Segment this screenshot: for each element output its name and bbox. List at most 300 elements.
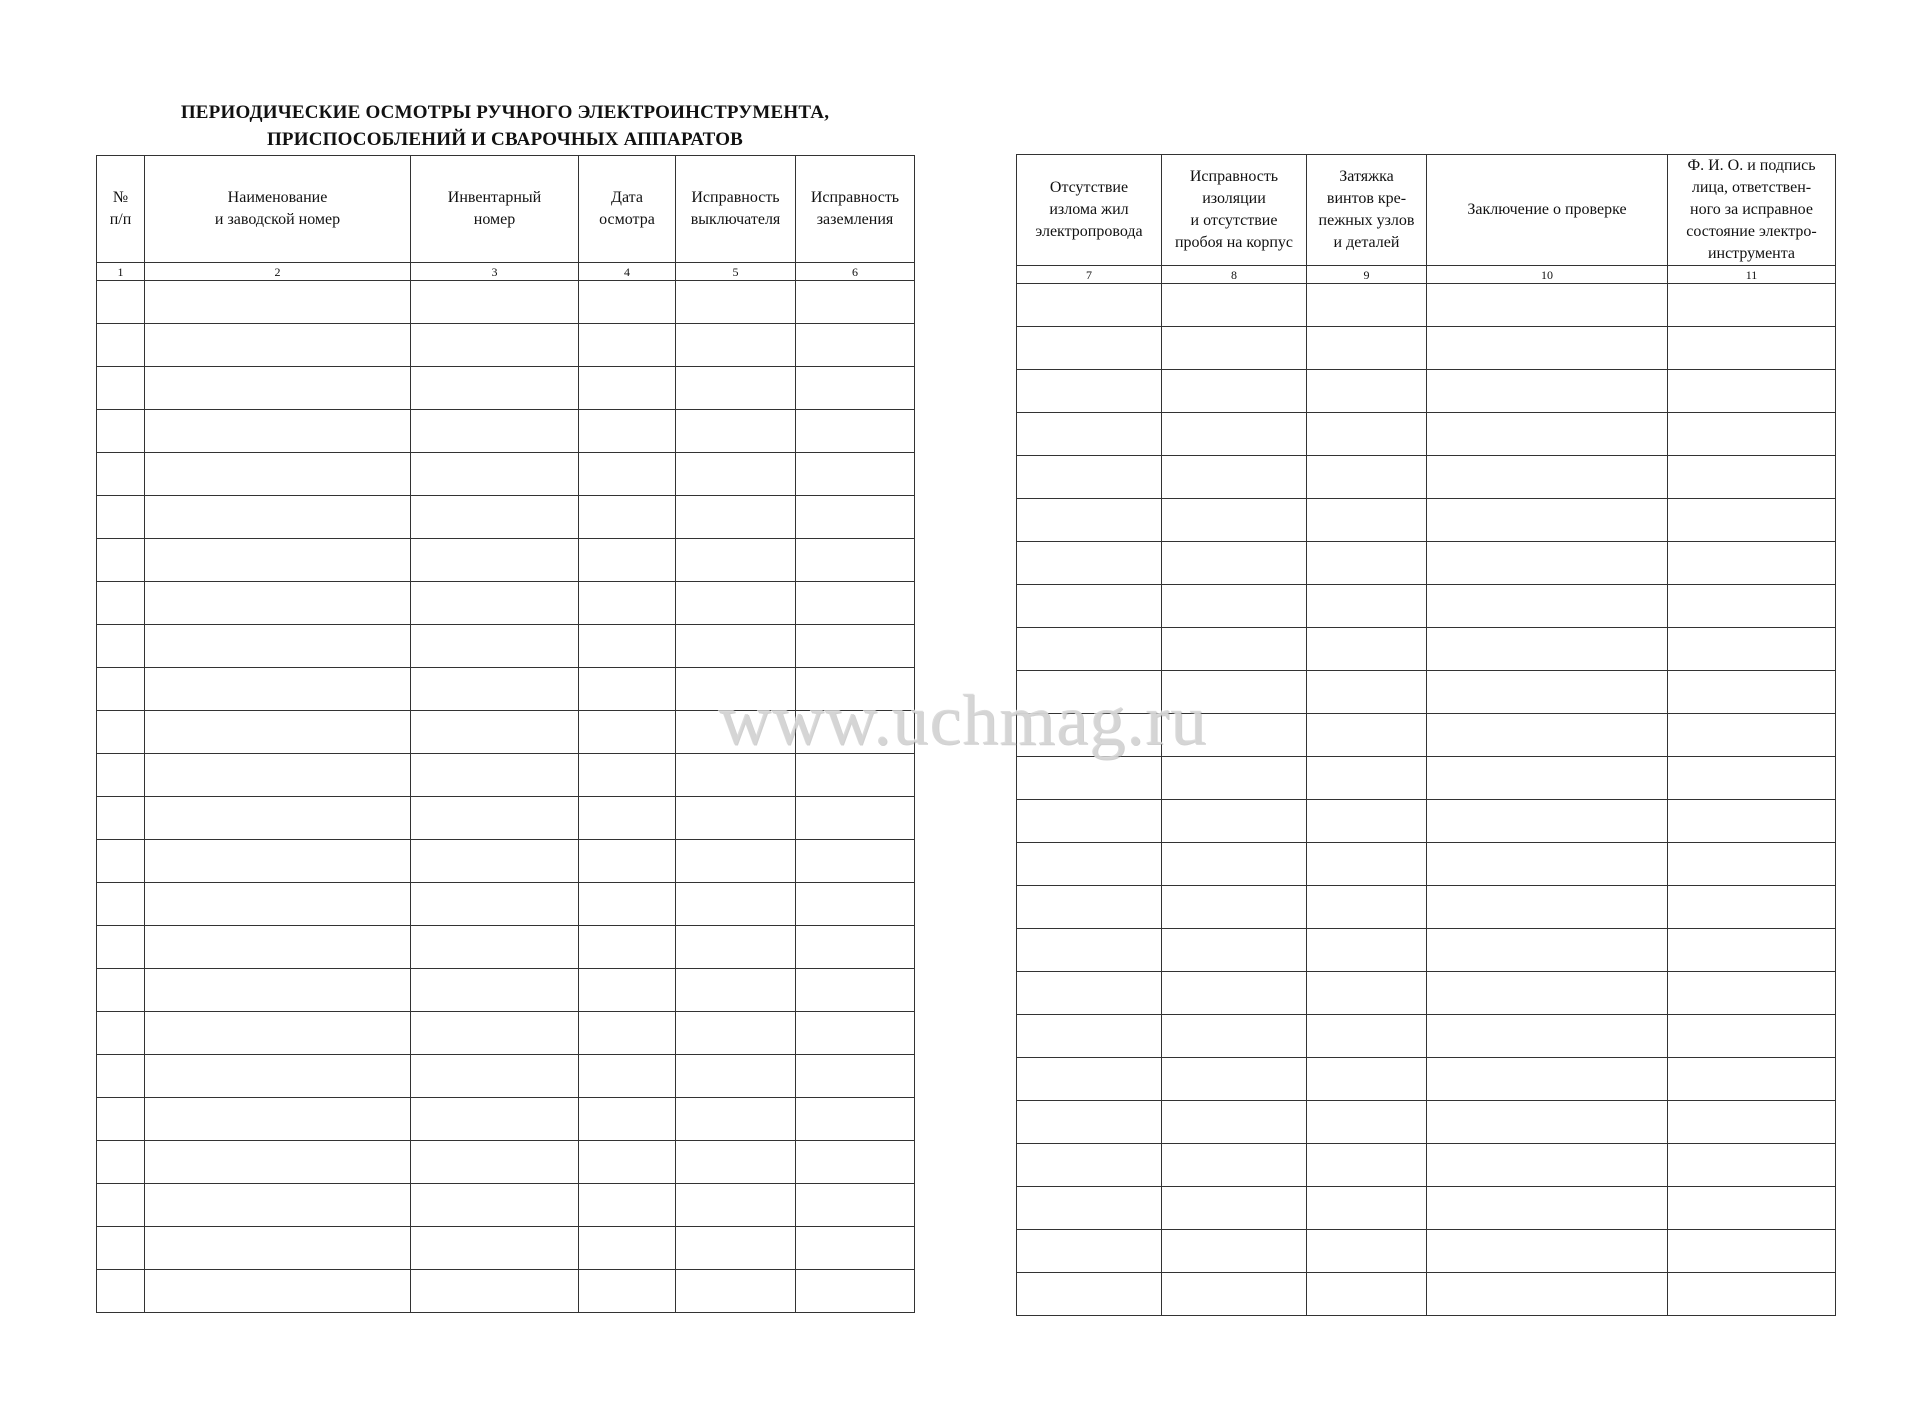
column-number: 2 bbox=[145, 263, 411, 281]
empty-cell bbox=[579, 1184, 676, 1227]
table-row bbox=[1017, 284, 1836, 327]
empty-cell bbox=[1017, 1144, 1162, 1187]
empty-cell bbox=[1162, 929, 1307, 972]
empty-cell bbox=[1307, 284, 1427, 327]
empty-cell bbox=[97, 453, 145, 496]
title-line-2: ПРИСПОСОБЛЕНИЙ И СВАРОЧНЫХ АППАРАТОВ bbox=[266, 129, 744, 150]
empty-cell bbox=[1427, 1101, 1668, 1144]
empty-cell bbox=[1668, 671, 1836, 714]
left-table-column-number-row bbox=[97, 263, 915, 281]
empty-cell bbox=[97, 1270, 145, 1313]
empty-cell bbox=[97, 797, 145, 840]
header-text-line: Затяжка bbox=[1339, 168, 1394, 185]
empty-cell bbox=[1307, 413, 1427, 456]
empty-cell bbox=[796, 1055, 915, 1098]
empty-cell bbox=[1427, 1187, 1668, 1230]
empty-cell bbox=[1162, 1230, 1307, 1273]
empty-cell bbox=[1162, 972, 1307, 1015]
empty-cell bbox=[411, 1270, 579, 1313]
empty-cell bbox=[676, 668, 796, 711]
table-row bbox=[1017, 1101, 1836, 1144]
empty-cell bbox=[97, 496, 145, 539]
header-text-line: ного за исправное bbox=[1690, 201, 1813, 218]
empty-cell bbox=[145, 453, 411, 496]
header-text-line: пробоя на корпус bbox=[1174, 234, 1294, 251]
empty-cell bbox=[97, 582, 145, 625]
empty-cell bbox=[1162, 499, 1307, 542]
empty-cell bbox=[97, 1184, 145, 1227]
empty-cell bbox=[1427, 886, 1668, 929]
empty-cell bbox=[676, 453, 796, 496]
empty-cell bbox=[145, 926, 411, 969]
empty-cell bbox=[1668, 1101, 1836, 1144]
empty-cell bbox=[97, 1141, 145, 1184]
empty-cell bbox=[796, 539, 915, 582]
empty-cell bbox=[676, 1012, 796, 1055]
column-number: 9 bbox=[1307, 266, 1427, 284]
empty-cell bbox=[676, 367, 796, 410]
table-row bbox=[97, 1012, 915, 1055]
table-row bbox=[1017, 1187, 1836, 1230]
empty-cell bbox=[1017, 1273, 1162, 1316]
empty-cell bbox=[796, 367, 915, 410]
empty-cell bbox=[1017, 714, 1162, 757]
header-text-line: и отсутствие bbox=[1190, 212, 1278, 229]
empty-cell bbox=[1307, 1015, 1427, 1058]
empty-cell bbox=[1427, 757, 1668, 800]
empty-cell bbox=[1162, 671, 1307, 714]
empty-cell bbox=[579, 539, 676, 582]
empty-cell bbox=[1668, 1144, 1836, 1187]
empty-cell bbox=[97, 281, 145, 324]
column-number: 6 bbox=[796, 263, 915, 281]
column-number: 3 bbox=[411, 263, 579, 281]
empty-cell bbox=[796, 281, 915, 324]
empty-cell bbox=[676, 539, 796, 582]
column-number: 1 bbox=[97, 263, 145, 281]
empty-cell bbox=[145, 625, 411, 668]
empty-cell bbox=[97, 1227, 145, 1270]
empty-cell bbox=[1017, 929, 1162, 972]
table-row bbox=[1017, 757, 1836, 800]
empty-cell bbox=[1668, 284, 1836, 327]
empty-cell bbox=[97, 1098, 145, 1141]
empty-cell bbox=[1307, 585, 1427, 628]
empty-cell bbox=[1668, 499, 1836, 542]
table-row bbox=[1017, 886, 1836, 929]
empty-cell bbox=[1162, 370, 1307, 413]
empty-cell bbox=[1162, 1015, 1307, 1058]
empty-cell bbox=[1668, 972, 1836, 1015]
header-text-line: Отсутствие bbox=[1049, 179, 1129, 196]
empty-cell bbox=[97, 883, 145, 926]
empty-cell bbox=[1427, 1058, 1668, 1101]
empty-cell bbox=[676, 324, 796, 367]
empty-cell bbox=[796, 1012, 915, 1055]
empty-cell bbox=[145, 324, 411, 367]
table-row bbox=[97, 883, 915, 926]
empty-cell bbox=[411, 582, 579, 625]
empty-cell bbox=[411, 539, 579, 582]
empty-cell bbox=[1427, 370, 1668, 413]
table-row bbox=[1017, 499, 1836, 542]
empty-cell bbox=[145, 582, 411, 625]
empty-cell bbox=[1307, 671, 1427, 714]
empty-cell bbox=[1668, 1015, 1836, 1058]
empty-cell bbox=[1668, 1273, 1836, 1316]
header-text-line: Исправность bbox=[691, 189, 780, 206]
table-row bbox=[97, 453, 915, 496]
empty-cell bbox=[411, 496, 579, 539]
empty-cell bbox=[411, 281, 579, 324]
empty-cell bbox=[1307, 757, 1427, 800]
empty-cell bbox=[1017, 1015, 1162, 1058]
empty-cell bbox=[145, 367, 411, 410]
table-row bbox=[1017, 929, 1836, 972]
empty-cell bbox=[676, 883, 796, 926]
header-text-line: и заводской номер bbox=[214, 211, 341, 228]
empty-cell bbox=[676, 797, 796, 840]
empty-cell bbox=[1017, 628, 1162, 671]
empty-cell bbox=[1017, 284, 1162, 327]
empty-cell bbox=[579, 281, 676, 324]
empty-cell bbox=[145, 1184, 411, 1227]
empty-cell bbox=[1307, 1058, 1427, 1101]
table-row bbox=[1017, 1144, 1836, 1187]
header-text-line: Ф. И. О. и подпись bbox=[1687, 157, 1816, 174]
table-row bbox=[97, 1270, 915, 1313]
empty-cell bbox=[145, 1055, 411, 1098]
empty-cell bbox=[1427, 671, 1668, 714]
empty-cell bbox=[676, 625, 796, 668]
empty-cell bbox=[1017, 370, 1162, 413]
header-text-line: заземления bbox=[816, 211, 894, 228]
table-row bbox=[97, 926, 915, 969]
empty-cell bbox=[411, 926, 579, 969]
empty-cell bbox=[1427, 585, 1668, 628]
empty-cell bbox=[145, 1012, 411, 1055]
empty-cell bbox=[97, 625, 145, 668]
table-row bbox=[97, 281, 915, 324]
empty-cell bbox=[411, 1012, 579, 1055]
header-text-line: состояние электро- bbox=[1686, 223, 1817, 240]
table-row bbox=[1017, 1230, 1836, 1273]
column-number: 8 bbox=[1162, 266, 1307, 284]
table-row bbox=[1017, 1273, 1836, 1316]
table-row bbox=[97, 324, 915, 367]
table-row bbox=[1017, 585, 1836, 628]
header-text-line: Исправность bbox=[1189, 168, 1279, 185]
empty-cell bbox=[579, 754, 676, 797]
left-table-header-cell-6 bbox=[796, 156, 915, 263]
empty-cell bbox=[579, 840, 676, 883]
empty-cell bbox=[676, 754, 796, 797]
empty-cell bbox=[1668, 370, 1836, 413]
empty-cell bbox=[1307, 499, 1427, 542]
empty-cell bbox=[411, 367, 579, 410]
header-text-line: Исправность bbox=[810, 189, 900, 206]
empty-cell bbox=[796, 668, 915, 711]
empty-cell bbox=[411, 1184, 579, 1227]
empty-cell bbox=[1427, 800, 1668, 843]
empty-cell bbox=[1017, 456, 1162, 499]
empty-cell bbox=[1668, 929, 1836, 972]
empty-cell bbox=[97, 539, 145, 582]
empty-cell bbox=[145, 539, 411, 582]
empty-cell bbox=[1162, 1101, 1307, 1144]
empty-cell bbox=[145, 668, 411, 711]
empty-cell bbox=[1668, 1187, 1836, 1230]
empty-cell bbox=[411, 1055, 579, 1098]
empty-cell bbox=[97, 324, 145, 367]
left-table-header-cell-3 bbox=[411, 156, 579, 263]
empty-cell bbox=[1668, 757, 1836, 800]
table-row bbox=[97, 668, 915, 711]
header-text-line: п/п bbox=[109, 211, 132, 228]
empty-cell bbox=[1427, 1230, 1668, 1273]
empty-cell bbox=[579, 625, 676, 668]
empty-cell bbox=[97, 1012, 145, 1055]
empty-cell bbox=[1162, 327, 1307, 370]
header-text-line: выключателя bbox=[690, 211, 781, 228]
empty-cell bbox=[1668, 1058, 1836, 1101]
empty-cell bbox=[796, 1098, 915, 1141]
empty-cell bbox=[796, 625, 915, 668]
empty-cell bbox=[1427, 1015, 1668, 1058]
empty-cell bbox=[579, 1227, 676, 1270]
empty-cell bbox=[411, 754, 579, 797]
empty-cell bbox=[1162, 1058, 1307, 1101]
empty-cell bbox=[1307, 456, 1427, 499]
empty-cell bbox=[1668, 542, 1836, 585]
empty-cell bbox=[411, 797, 579, 840]
header-text-line: и деталей bbox=[1333, 234, 1400, 251]
table-row bbox=[97, 797, 915, 840]
table-row bbox=[1017, 800, 1836, 843]
empty-cell bbox=[796, 926, 915, 969]
empty-cell bbox=[145, 883, 411, 926]
empty-cell bbox=[1017, 413, 1162, 456]
empty-cell bbox=[1427, 456, 1668, 499]
empty-cell bbox=[1017, 542, 1162, 585]
empty-cell bbox=[579, 582, 676, 625]
left-table-header-row bbox=[97, 156, 915, 263]
empty-cell bbox=[411, 668, 579, 711]
empty-cell bbox=[411, 711, 579, 754]
empty-cell bbox=[1427, 843, 1668, 886]
header-text-line: пежных узлов bbox=[1318, 212, 1415, 229]
empty-cell bbox=[145, 840, 411, 883]
table-row bbox=[1017, 1058, 1836, 1101]
empty-cell bbox=[796, 1184, 915, 1227]
empty-cell bbox=[796, 1227, 915, 1270]
empty-cell bbox=[579, 453, 676, 496]
empty-cell bbox=[1162, 843, 1307, 886]
empty-cell bbox=[1017, 972, 1162, 1015]
table-row bbox=[1017, 370, 1836, 413]
right-table-header-row bbox=[1017, 155, 1836, 266]
table-row bbox=[97, 754, 915, 797]
empty-cell bbox=[1668, 327, 1836, 370]
empty-cell bbox=[411, 410, 579, 453]
empty-cell bbox=[1427, 1273, 1668, 1316]
empty-cell bbox=[796, 324, 915, 367]
empty-cell bbox=[676, 840, 796, 883]
table-row bbox=[1017, 542, 1836, 585]
empty-cell bbox=[411, 324, 579, 367]
table-row bbox=[97, 496, 915, 539]
empty-cell bbox=[1307, 1187, 1427, 1230]
header-text-line: осмотра bbox=[599, 211, 655, 228]
empty-cell bbox=[1017, 800, 1162, 843]
inspection-table-left bbox=[96, 155, 915, 1313]
table-row bbox=[97, 539, 915, 582]
table-row bbox=[1017, 1015, 1836, 1058]
empty-cell bbox=[579, 1270, 676, 1313]
table-row bbox=[1017, 628, 1836, 671]
table-row bbox=[97, 1227, 915, 1270]
empty-cell bbox=[145, 969, 411, 1012]
empty-cell bbox=[1668, 886, 1836, 929]
table-row bbox=[1017, 972, 1836, 1015]
empty-cell bbox=[676, 969, 796, 1012]
empty-cell bbox=[1307, 1144, 1427, 1187]
empty-cell bbox=[676, 1141, 796, 1184]
empty-cell bbox=[1427, 542, 1668, 585]
table-row bbox=[1017, 327, 1836, 370]
empty-cell bbox=[97, 668, 145, 711]
empty-cell bbox=[579, 410, 676, 453]
table-row bbox=[97, 969, 915, 1012]
empty-cell bbox=[1427, 972, 1668, 1015]
empty-cell bbox=[1017, 757, 1162, 800]
empty-cell bbox=[579, 496, 676, 539]
left-table-header-cell-1 bbox=[97, 156, 145, 263]
empty-cell bbox=[1668, 456, 1836, 499]
empty-cell bbox=[1017, 499, 1162, 542]
table-row bbox=[1017, 456, 1836, 499]
header-text-line: номер bbox=[473, 211, 516, 228]
empty-cell bbox=[796, 410, 915, 453]
column-number: 11 bbox=[1668, 266, 1836, 284]
empty-cell bbox=[97, 1055, 145, 1098]
table-row bbox=[97, 1055, 915, 1098]
empty-cell bbox=[411, 840, 579, 883]
empty-cell bbox=[97, 754, 145, 797]
empty-cell bbox=[1668, 714, 1836, 757]
table-row bbox=[1017, 671, 1836, 714]
empty-cell bbox=[676, 926, 796, 969]
empty-cell bbox=[676, 582, 796, 625]
right-table-header-cell-3 bbox=[1307, 155, 1427, 266]
header-text-line: Заключение о проверке bbox=[1467, 201, 1627, 218]
right-table-header-cell-5 bbox=[1668, 155, 1836, 266]
empty-cell bbox=[1162, 456, 1307, 499]
left-table-header-cell-2 bbox=[145, 156, 411, 263]
empty-cell bbox=[411, 1141, 579, 1184]
empty-cell bbox=[1668, 628, 1836, 671]
empty-cell bbox=[97, 840, 145, 883]
empty-cell bbox=[1162, 714, 1307, 757]
empty-cell bbox=[796, 883, 915, 926]
empty-cell bbox=[796, 582, 915, 625]
empty-cell bbox=[796, 711, 915, 754]
empty-cell bbox=[411, 883, 579, 926]
column-number: 7 bbox=[1017, 266, 1162, 284]
empty-cell bbox=[1017, 1230, 1162, 1273]
left-table-header-cell-4 bbox=[579, 156, 676, 263]
empty-cell bbox=[1668, 585, 1836, 628]
empty-cell bbox=[676, 711, 796, 754]
empty-cell bbox=[1017, 327, 1162, 370]
empty-cell bbox=[1307, 1101, 1427, 1144]
column-number: 5 bbox=[676, 263, 796, 281]
empty-cell bbox=[579, 711, 676, 754]
header-text-line: изоляции bbox=[1202, 190, 1266, 207]
empty-cell bbox=[1427, 1144, 1668, 1187]
empty-cell bbox=[1307, 972, 1427, 1015]
table-row bbox=[97, 367, 915, 410]
empty-cell bbox=[1307, 1273, 1427, 1316]
empty-cell bbox=[1307, 800, 1427, 843]
right-table-column-number-row bbox=[1017, 266, 1836, 284]
empty-cell bbox=[1017, 1058, 1162, 1101]
empty-cell bbox=[796, 969, 915, 1012]
empty-cell bbox=[1162, 757, 1307, 800]
empty-cell bbox=[1668, 843, 1836, 886]
empty-cell bbox=[579, 1012, 676, 1055]
table-row bbox=[97, 410, 915, 453]
empty-cell bbox=[579, 668, 676, 711]
empty-cell bbox=[1307, 370, 1427, 413]
empty-cell bbox=[411, 625, 579, 668]
empty-cell bbox=[97, 711, 145, 754]
empty-cell bbox=[97, 410, 145, 453]
empty-cell bbox=[145, 797, 411, 840]
empty-cell bbox=[1017, 1101, 1162, 1144]
empty-cell bbox=[1162, 585, 1307, 628]
empty-cell bbox=[145, 1270, 411, 1313]
empty-cell bbox=[579, 969, 676, 1012]
empty-cell bbox=[411, 1227, 579, 1270]
empty-cell bbox=[1427, 327, 1668, 370]
empty-cell bbox=[145, 410, 411, 453]
empty-cell bbox=[1307, 843, 1427, 886]
empty-cell bbox=[145, 496, 411, 539]
empty-cell bbox=[1162, 284, 1307, 327]
empty-cell bbox=[1307, 886, 1427, 929]
header-text-line: инструмента bbox=[1707, 245, 1796, 262]
empty-cell bbox=[1162, 1273, 1307, 1316]
empty-cell bbox=[579, 1098, 676, 1141]
empty-cell bbox=[1668, 1230, 1836, 1273]
empty-cell bbox=[796, 754, 915, 797]
empty-cell bbox=[1162, 1144, 1307, 1187]
page-title bbox=[96, 99, 914, 153]
empty-cell bbox=[1307, 1230, 1427, 1273]
empty-cell bbox=[796, 840, 915, 883]
table-row bbox=[1017, 714, 1836, 757]
empty-cell bbox=[796, 496, 915, 539]
empty-cell bbox=[1668, 413, 1836, 456]
header-text-line: Инвентарный bbox=[447, 189, 542, 206]
empty-cell bbox=[145, 281, 411, 324]
right-table-header-cell-1 bbox=[1017, 155, 1162, 266]
left-table-header-cell-5 bbox=[676, 156, 796, 263]
table-row bbox=[97, 625, 915, 668]
empty-cell bbox=[579, 797, 676, 840]
empty-cell bbox=[676, 281, 796, 324]
